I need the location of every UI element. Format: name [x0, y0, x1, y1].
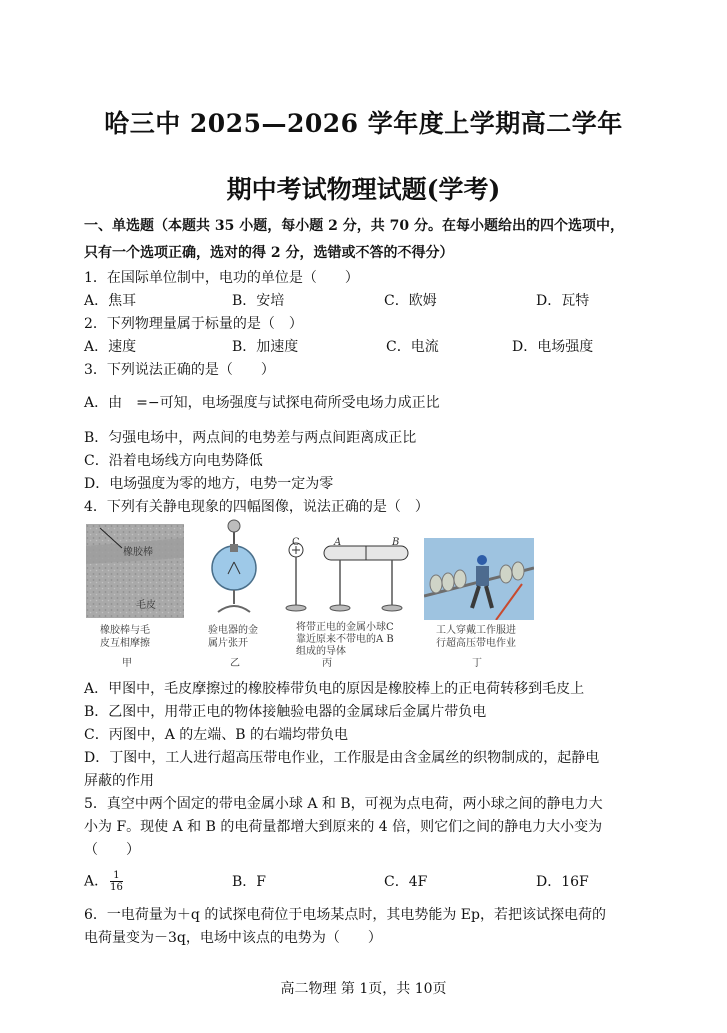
q1-option-d: D．瓦特 — [536, 293, 590, 309]
q5-option-b: B．F — [232, 874, 267, 890]
tag-ding: 丁 — [472, 658, 482, 669]
q3-option-c: C．沿着电场线方向电势降低 — [84, 453, 263, 469]
question-6-stem-line1: 6．一电荷量为＋q 的试探电荷位于电场某点时，其电势能为 Ep，若把该试探电荷的 — [84, 907, 606, 923]
label-fur: 毛皮 — [136, 600, 156, 611]
figure-ding-worker-photo — [424, 538, 534, 620]
electroscope-stopper — [230, 544, 238, 552]
fur-texture — [86, 524, 184, 618]
q1-option-b: B．安培 — [232, 293, 285, 309]
section-heading-line2: 只有一个选项正确，选对的得 2 分，选错或不答的不得分） — [84, 245, 454, 261]
fraction-one-sixteenth — [110, 870, 123, 893]
q3-option-a: A．由 =−可知，电场强度与试探电荷所受电场力成正比 — [84, 395, 440, 411]
q2-option-d: D．电场强度 — [512, 339, 594, 355]
figure-yi-electroscope — [200, 516, 270, 620]
caption-ding-line2: 行超高压带电作业 — [436, 638, 516, 649]
caption-yi-line2: 属片张开 — [208, 638, 248, 649]
q5-option-a-prefix: A． — [84, 873, 109, 890]
tag-jia: 甲 — [122, 658, 132, 669]
q4-option-d-continued: 屏蔽的作用 — [84, 773, 154, 789]
q3-option-d: D．电场强度为零的地方，电势一定为零 — [84, 476, 334, 492]
question-2-stem: 2．下列物理量属于标量的是（ ） — [84, 316, 303, 332]
q5-option-a — [84, 870, 123, 893]
caption-ding-line1: 工人穿戴工作服进 — [436, 625, 516, 636]
caption-bing-line3: 组成的导体 — [296, 646, 346, 657]
q4-option-b: B．乙图中，用带正电的物体接触验电器的金属球后金属片带负电 — [84, 704, 487, 720]
q4-option-d: D．丁图中，工人进行超高压带电作业，工作服是由含金属丝的织物制成的，起静电 — [84, 750, 600, 766]
figure-bing-conductor — [282, 536, 418, 618]
question-5-stem-line2: 小为 F。现使 A 和 B 的电荷量都增大到原来的 4 倍，则它们之间的静电力大小变为 — [84, 819, 603, 835]
question-5-stem-line1: 5．真空中两个固定的带电金属小球 A 和 B，可视为点电荷，两小球之间的静电力大 — [84, 796, 603, 812]
question-4-stem: 4．下列有关静电现象的四幅图像，说法正确的是（ ） — [84, 499, 429, 515]
question-3-stem: 3．下列说法正确的是（ ） — [84, 362, 275, 378]
electroscope-jar — [212, 546, 256, 590]
question-6-stem-line2: 电荷量变为－3q，电场中该点的电势为（ ） — [84, 930, 382, 946]
caption-jia-line1: 橡胶棒与毛 — [100, 625, 150, 636]
question-5-stem-line3: （ ） — [84, 842, 140, 858]
q1-option-c: C．欧姆 — [384, 293, 437, 309]
q5-option-c: C．4F — [384, 874, 428, 890]
q3-option-b: B．匀强电场中，两点间的电势差与两点间距离成正比 — [84, 430, 417, 446]
fraction-denominator: 16 — [110, 882, 123, 893]
label-rubber-rod: 橡胶棒 — [123, 547, 153, 558]
q5-option-d: D．16F — [536, 874, 589, 890]
label-a: A — [334, 537, 342, 548]
q4-option-c: C．丙图中，A 的左端、B 的右端均带负电 — [84, 727, 349, 743]
caption-bing-line1: 将带正电的金属小球C — [296, 622, 394, 633]
electroscope-base — [218, 606, 250, 612]
exam-title-line2: 期中考试物理试题(学考) — [226, 175, 501, 204]
section-heading-line1: 一、单选题（本题共 35 小题，每小题 2 分，共 70 分。在每小题给出的四个选项中， — [84, 218, 624, 234]
question-1-stem: 1．在国际单位制中，电功的单位是（ ） — [84, 270, 359, 286]
page-footer: 高二物理 第 1页，共 10页 — [280, 981, 447, 997]
base-a — [330, 605, 350, 611]
exam-title-line1: 哈三中 2025—2026 学年度上学期高二学年 — [104, 109, 623, 138]
caption-yi-line1: 验电器的金 — [208, 625, 258, 636]
q2-option-a: A．速度 — [84, 339, 137, 355]
label-b: B — [392, 537, 400, 548]
label-c: C — [292, 537, 300, 548]
figure-jia-rubber-rod — [86, 524, 184, 618]
tag-bing: 丙 — [322, 658, 332, 669]
tag-yi: 乙 — [230, 658, 240, 669]
caption-bing-line2: 靠近原来不带电的A B — [296, 634, 394, 645]
fraction-numerator: 1 — [110, 870, 123, 882]
base-b — [382, 605, 402, 611]
q2-option-b: B．加速度 — [232, 339, 299, 355]
ball-c-base — [286, 605, 306, 611]
q2-option-c: C．电流 — [386, 339, 439, 355]
caption-jia-line2: 皮互相摩擦 — [100, 638, 150, 649]
q4-option-a: A．甲图中，毛皮摩擦过的橡胶棒带负电的原因是橡胶棒上的正电荷转移到毛皮上 — [84, 681, 585, 697]
electroscope-ball — [228, 520, 240, 532]
q1-option-a: A．焦耳 — [84, 293, 137, 309]
